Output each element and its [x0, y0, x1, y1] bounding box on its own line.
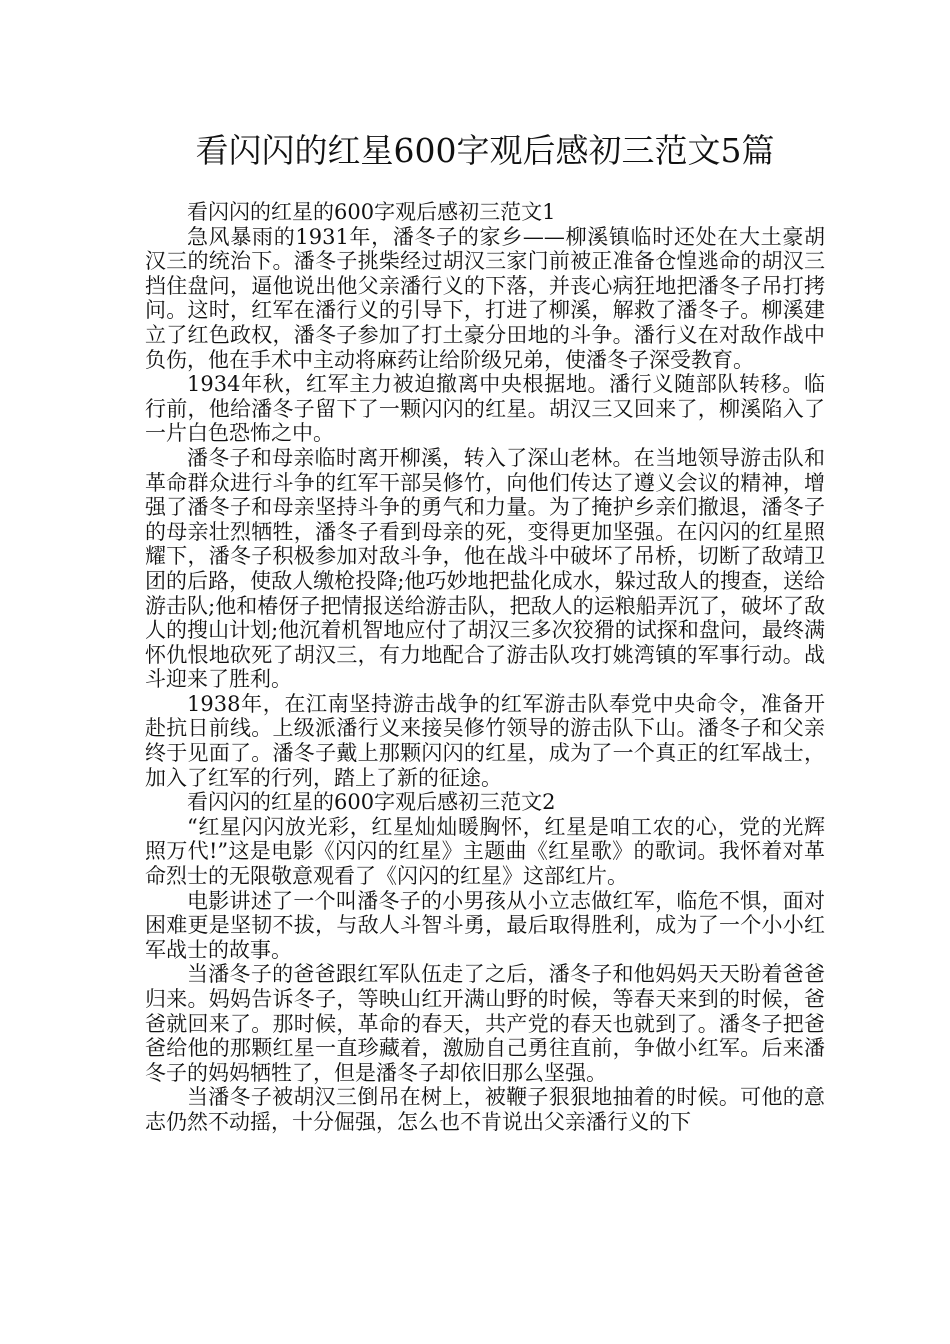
- section-heading: 看闪闪的红星的600字观后感初三范文1: [187, 200, 556, 224]
- document-page: [145, 128, 825, 1135]
- body-paragraph: 电影讲述了一个叫潘冬子的小男孩从小立志做红军，临危不惧，面对困难更是坚韧不拔，与敌人斗智斗勇，最后取得胜利，成为了一个小小红军战士的故事。: [145, 888, 825, 962]
- body-paragraph: 当潘冬子被胡汉三倒吊在树上，被鞭子狠狠地抽着的时候。可他的意志仍然不动摇，十分倔强，怎么也不肯说出父亲潘行义的下: [145, 1085, 825, 1134]
- document-body: [145, 200, 825, 1135]
- section-heading: 看闪闪的红星的600字观后感初三范文2: [187, 790, 556, 815]
- body-paragraph: 当潘冬子的爸爸跟红军队伍走了之后，潘冬子和他妈妈天天盼着爸爸归来。妈妈告诉冬子，等映山红开满山野的时候，等春天来到的时候，爸爸就回来了。那时候，革命的春天，共产党的春天也就到了。潘冬子把爸爸给他的那颗红星一直珍藏着，激励自己勇往直前，争做小红军。后来潘冬子的妈妈牺牲了，但是潘冬子却依旧那么坚强。: [145, 962, 825, 1085]
- body-paragraph: “红星闪闪放光彩，红星灿灿暖胸怀，红星是咱工农的心，党的光辉照万代!”这是电影《闪闪的红星》主题曲《红星歌》的歌词。我怀着对革命烈士的无限敬意观看了《闪闪的红星》这部红片。: [145, 814, 825, 889]
- body-paragraph: 1938年，在江南坚持游击战争的红军游击队奉党中央命令，准备开赴抗日前线。上级派潘行义来接吴修竹领导的游击队下山。潘冬子和父亲终于见面了。潘冬子戴上那颗闪闪的红星，成为了一个真正的红军战士，加入了红军的行列，踏上了新的征途。: [145, 691, 825, 790]
- document-title: 看闪闪的红星600字观后感初三范文5篇: [195, 131, 775, 170]
- body-paragraph: 急风暴雨的1931年，潘冬子的家乡——柳溪镇临时还处在大土豪胡汉三的统治下。潘冬子挑柴经过胡汉三家门前被正准备仓惶逃命的胡汉三挡住盘问，逼他说出他父亲潘行义的下落，并丧心病狂地把潘冬子吊打拷问。这时，红军在潘行义的引导下，打进了柳溪，解救了潘冬子。柳溪建立了红色政权，潘冬子参加了打土豪分田地的斗争。潘行义在对敌作战中负伤，他在手术中主动将麻药让给阶级兄弟，使潘冬子深受教育。: [145, 224, 825, 372]
- body-paragraph: 潘冬子和母亲临时离开柳溪，转入了深山老林。在当地领导游击队和革命群众进行斗争的红军干部吴修竹，向他们传达了遵义会议的精神，增强了潘冬子和母亲坚持斗争的勇气和力量。为了掩护乡亲们撤退，潘冬子的母亲壮烈牺牲，潘冬子看到母亲的死，变得更加坚强。在闪闪的红星照耀下，潘冬子积极参加对敌斗争，他在战斗中破坏了吊桥，切断了敌靖卫团的后路，使敌人缴枪投降;他巧妙地把盐化成水，躲过敌人的搜查，送给游击队;他和椿伢子把情报送给游击队，把敌人的运粮船弄沉了，破坏了敌人的搜山计划;他沉着机智地应付了胡汉三多次狡猾的试探和盘问，最终满怀仇恨地砍死了胡汉三，有力地配合了游击队攻打姚湾镇的军事行动。战斗迎来了胜利。: [145, 445, 825, 692]
- body-paragraph: 1934年秋，红军主力被迫撤离中央根据地。潘行义随部队转移。临行前，他给潘冬子留下了一颗闪闪的红星。胡汉三又回来了，柳溪陷入了一片白色恐怖之中。: [145, 372, 825, 446]
